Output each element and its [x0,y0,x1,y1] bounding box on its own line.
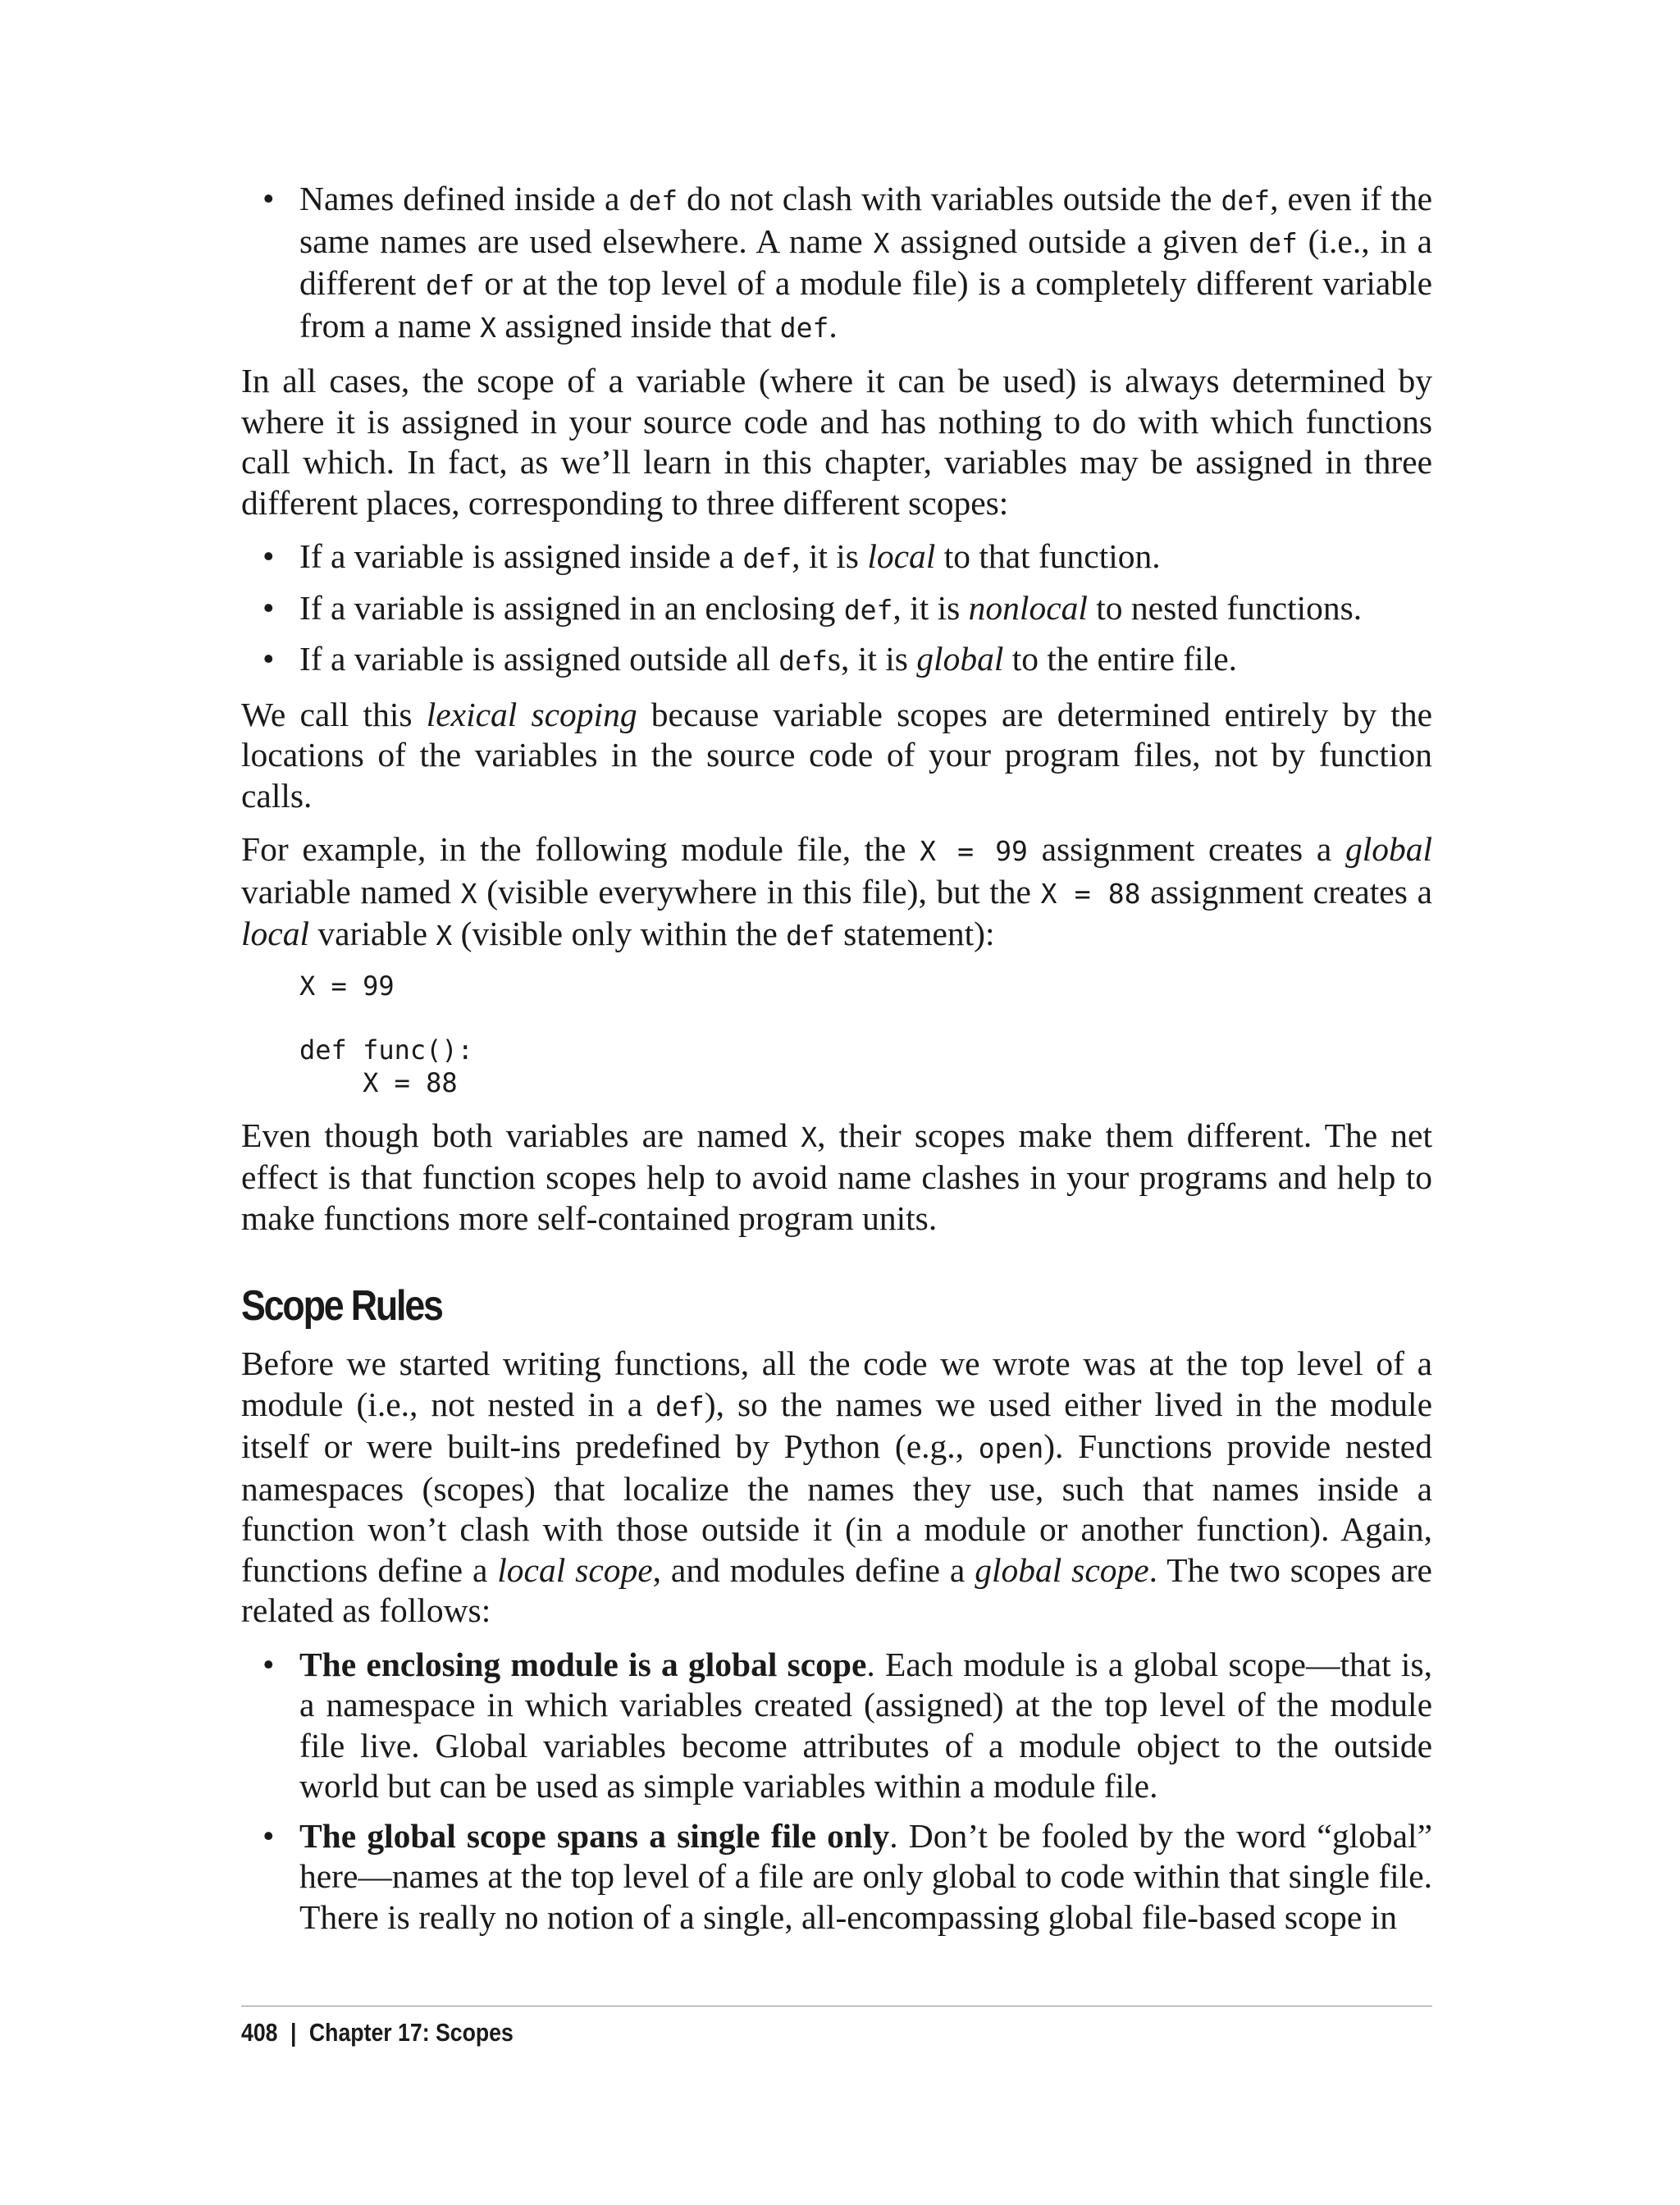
text-run: to the entire file. [1003,640,1237,678]
text-run: For example, in the following module file, the [241,830,920,868]
inline-code: def [1249,226,1298,259]
inline-code: def [425,269,475,301]
list-item [241,588,1432,631]
inline-code: def [786,920,835,952]
text-run: because variable scopes are determined entirely by the locations of the variables in the source code of your program files, not by function calls. [241,695,1432,815]
bullet-icon: • [262,180,275,217]
text-run: . [829,306,838,345]
page-footer [241,2016,514,2049]
text-run: (visible everywhere in this file), but the [477,872,1041,911]
list-item [241,1816,1432,1938]
inline-code: def [778,645,828,677]
text-run: s, it is [827,640,917,678]
text-run: . Each module is a global scope—that is, a namespace in which variables created (assigned) at the top level of the module file live. Global variables become attributes of a module object to the outside world but can be used as simple variables within a module file. [299,1645,1432,1805]
text-run: , their scopes make them different. The net effect is that function scopes help to avoid name clashes in your programs and help to make functions more self-contained program units. [241,1116,1432,1237]
emphasis: global [916,640,1004,678]
page-number: 408 [241,2018,278,2047]
inline-code: X [436,920,453,952]
text-run: , and modules define a [652,1550,975,1589]
text-run: or at the top level of a module file) is a completely different variable from a name [299,264,1433,345]
text-run: assignment creates a [1140,872,1432,911]
chapter-title: Chapter 17: Scopes [308,2018,514,2047]
text-run: ). Functions provide nested namespaces (scopes) that localize the names they use, such that names inside a function won’t clash with those outside it (in a module or another function). Again, functions define a [241,1427,1432,1589]
text-run: assignment creates a [1027,830,1345,868]
inline-code: def [628,185,678,217]
text-run: , it is [792,537,868,575]
text-run: We call this [241,695,427,733]
text-run: Before we started writing functions, all the code we wrote was at the top level of a module (i.e., not nested in a [241,1344,1432,1423]
paragraph-before-functions [241,1344,1432,1632]
emphasis: nonlocal [968,588,1088,627]
text-run: ), so the names we used either lived in the module itself or were built-ins predefined by Python (e.g., [241,1385,1432,1465]
code-line: X = 88 [299,1066,458,1098]
paragraph-lexical-scoping [241,695,1432,817]
page-body [241,179,1432,1951]
text-run: assigned inside that [495,306,780,345]
code-line: def func(): [299,1034,473,1066]
inline-code: X [801,1121,818,1153]
bold-lead: The enclosing module is a global scope [299,1645,867,1683]
text-run: Names defined inside a [299,180,629,217]
paragraph-all-cases [241,361,1432,523]
bullet-icon: • [262,1816,275,1855]
text-run: , it is [892,588,969,627]
list-item [241,639,1432,682]
text-run: If a variable is assigned in an enclosing [299,588,844,627]
footer-separator: | [290,2018,297,2047]
text-run: assigned outside a given [889,221,1249,260]
paragraph-example [241,829,1432,956]
inline-code: def [779,311,829,344]
text-run: If a variable is assigned outside all [299,640,779,678]
code-line: X = 99 [299,970,395,1002]
text-run: In all cases, the scope of a variable (where it can be used) is always determined by where it is assigned in your source code and has nothing to do with which functions call which. In fact, as we’ll learn in this chapter, variables may be assigned in three different places, corresponding to three different scopes: [241,362,1432,522]
bullet-list-names [241,179,1432,348]
bullet-icon: • [262,1645,275,1683]
bullet-icon: • [262,640,275,678]
emphasis: global [1344,830,1432,868]
list-item [241,536,1432,579]
text-run: variable named [241,872,461,911]
bullet-icon: • [262,588,275,627]
emphasis: local [867,537,936,575]
text-run: variable [308,915,436,952]
section-heading: Scope Rules [241,1282,442,1330]
text-run: Even though both variables are named [241,1116,801,1154]
bullet-list-rules [241,1645,1432,1938]
inline-code: X [460,877,477,910]
inline-code: X [873,226,890,259]
text-run: , even if the same names are used elsewhere. A name [299,180,1432,260]
paragraph-even-though [241,1116,1432,1239]
inline-code: open [978,1432,1044,1464]
text-run: do not clash with variables outside the [678,180,1221,217]
inline-code: def [1221,185,1271,217]
list-item [241,179,1432,348]
inline-code: X = 99 [920,835,1028,867]
inline-code: X [480,311,496,344]
bullet-list-scopes [241,536,1432,682]
emphasis: local [241,915,309,952]
emphasis: global scope [975,1550,1149,1589]
text-run: statement): [834,915,995,952]
inline-code: X = 88 [1040,877,1141,910]
emphasis: local scope [497,1550,653,1589]
text-run: . Don’t be fooled by the word “global” here—names at the top level of a file are only global to code within that single file. There is really no notion of a single, all-encompassing global file-based scope in [299,1816,1432,1936]
text-run: to that function. [935,537,1161,575]
emphasis: lexical scoping [426,695,637,733]
inline-code: def [655,1390,705,1422]
text-run: . The two scopes are related as follows: [241,1550,1432,1629]
text-run: to nested functions. [1087,588,1363,627]
text-run: (visible only within the [452,915,787,952]
text-run: If a variable is assigned inside a [299,537,743,575]
inline-code: def [843,593,893,626]
text-run: (i.e., in a different [299,221,1432,302]
list-item [241,1645,1432,1807]
inline-code: def [742,542,792,574]
bold-lead: The global scope spans a single file only [299,1816,890,1855]
code-block [299,970,1432,1099]
bullet-icon: • [262,537,275,575]
